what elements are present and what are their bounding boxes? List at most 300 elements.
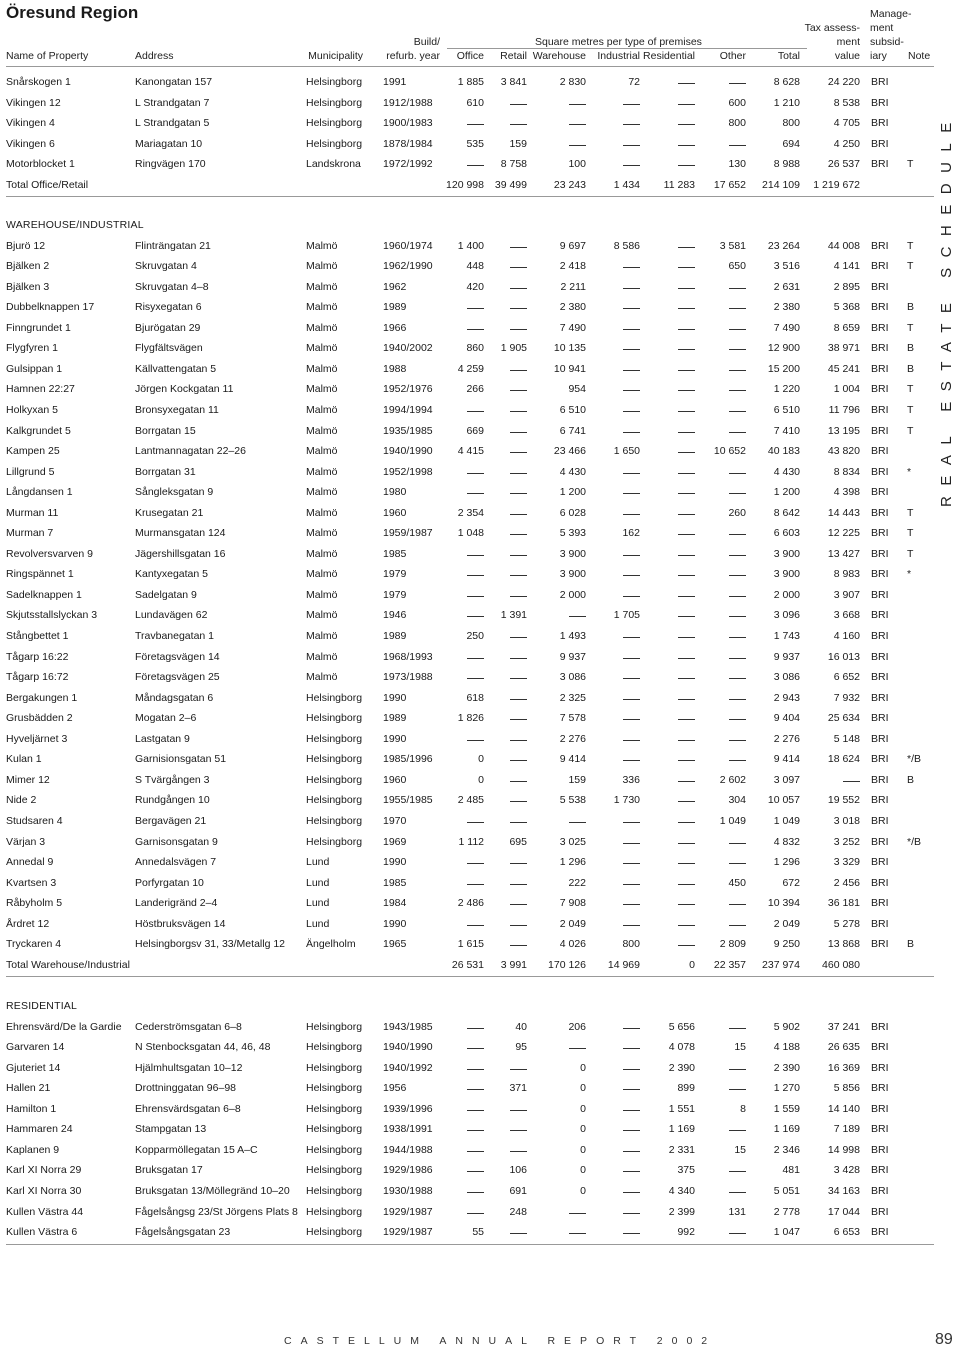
cell-residential: 2 390	[668, 1061, 695, 1074]
cell-total: 9 414	[773, 753, 800, 766]
cell-retail: 691	[509, 1184, 527, 1197]
cell-subsidiary: BRI	[871, 1061, 889, 1074]
cell-address: Mogatan 2–6	[135, 712, 197, 725]
empty-dash	[729, 329, 746, 330]
cell-warehouse: 2 211	[560, 280, 586, 293]
cell-subsidiary: BRI	[871, 671, 889, 684]
cell-tax-value: 5 856	[833, 1082, 860, 1095]
cell-name: Stångbettet 1	[6, 630, 69, 642]
cell-office: 618	[466, 691, 484, 704]
cell-name: Revolversvarven 9	[6, 547, 93, 560]
cell-year: 1900/1983	[383, 117, 433, 130]
empty-dash	[467, 411, 484, 412]
cell-total: 2 049	[773, 917, 800, 930]
cell-year: 1943/1985	[383, 1020, 433, 1033]
cell-address: Ringvägen 170	[135, 158, 206, 171]
cell-retail: 39 499	[494, 178, 527, 191]
col-header-residential: Residential	[643, 50, 695, 62]
empty-dash	[623, 124, 640, 125]
empty-dash	[623, 493, 640, 494]
cell-tax-value: 34 163	[827, 1184, 860, 1197]
empty-dash	[729, 575, 746, 576]
cell-name: Total Warehouse/Industrial	[6, 958, 130, 971]
cell-name: Kulan 1	[6, 753, 42, 766]
cell-tax-value: 44 008	[827, 239, 860, 252]
empty-dash	[569, 822, 586, 823]
empty-dash	[623, 308, 640, 309]
cell-municipality: Malmö	[306, 342, 338, 355]
cell-name: Bjälken 2	[6, 260, 50, 273]
empty-dash	[467, 493, 484, 494]
cell-warehouse: 6 510	[559, 403, 586, 416]
cell-address: Bjurögatan 29	[135, 321, 201, 334]
cell-industrial: 14 969	[607, 958, 640, 971]
cell-municipality: Malmö	[306, 527, 338, 540]
empty-dash	[623, 349, 640, 350]
cell-industrial: 1 730	[613, 794, 640, 807]
cell-tax-value: 24 220	[827, 76, 860, 88]
cell-municipality: Lund	[306, 897, 330, 910]
cell-subsidiary: BRI	[871, 814, 889, 827]
empty-dash	[623, 637, 640, 638]
empty-dash	[678, 760, 695, 761]
cell-office: 266	[466, 383, 484, 396]
cell-total: 2 631	[773, 280, 800, 293]
empty-dash	[678, 493, 695, 494]
empty-dash	[569, 145, 586, 146]
cell-subsidiary: BRI	[871, 1184, 889, 1197]
empty-dash	[623, 370, 640, 371]
cell-retail: 371	[509, 1082, 527, 1095]
cell-other: 8	[740, 1102, 746, 1115]
cell-year: 1940/1990	[383, 445, 433, 458]
cell-office: 1 615	[457, 938, 484, 951]
empty-dash	[729, 473, 746, 474]
cell-total: 2 380	[773, 301, 800, 314]
cell-total: 1 049	[773, 814, 800, 827]
cell-warehouse: 1 493	[559, 630, 586, 642]
cell-total: 1 210	[773, 96, 800, 109]
empty-dash	[678, 822, 695, 823]
cell-name: Annedal 9	[6, 856, 54, 869]
cell-total: 2 346	[773, 1143, 800, 1156]
cell-municipality: Malmö	[306, 239, 338, 252]
cell-year: 1939/1996	[383, 1102, 433, 1115]
cell-tax-value: 4 160	[833, 630, 860, 642]
cell-year: 1984	[383, 897, 407, 910]
cell-address: Garnisonsgatan 9	[135, 835, 218, 848]
cell-year: 1989	[383, 712, 407, 725]
cell-subsidiary: BRI	[871, 650, 889, 663]
cell-name: Grusbädden 2	[6, 712, 73, 725]
cell-subsidiary: BRI	[871, 630, 889, 642]
empty-dash	[678, 575, 695, 576]
cell-warehouse: 159	[568, 773, 586, 786]
empty-dash	[729, 555, 746, 556]
cell-year: 1912/1988	[383, 96, 433, 109]
cell-year: 1960	[383, 773, 407, 786]
cell-total: 1 220	[773, 383, 800, 396]
empty-dash	[678, 658, 695, 659]
cell-year: 1940/2002	[383, 342, 433, 355]
cell-subsidiary: BRI	[871, 321, 889, 334]
cell-warehouse: 3 086	[559, 671, 586, 684]
cell-total: 9 250	[773, 938, 800, 951]
cell-municipality: Malmö	[306, 403, 338, 416]
col-header-name: Name of Property	[6, 50, 89, 62]
section-title: RESIDENTIAL	[6, 1000, 78, 1012]
cell-tax-value: 5 278	[833, 917, 860, 930]
cell-other: 130	[728, 158, 746, 171]
empty-dash	[678, 678, 695, 679]
cell-subsidiary: BRI	[871, 424, 889, 437]
cell-year: 1991	[383, 76, 407, 88]
empty-dash	[623, 514, 640, 515]
cell-subsidiary: BRI	[871, 158, 889, 171]
cell-office: 2 486	[457, 897, 484, 910]
cell-year: 1973/1988	[383, 671, 433, 684]
cell-address: Måndagsgatan 6	[135, 691, 214, 704]
cell-warehouse: 5 538	[559, 794, 586, 807]
cell-total: 3 900	[773, 547, 800, 560]
empty-dash	[729, 658, 746, 659]
cell-address: Travbanegatan 1	[135, 630, 215, 642]
cell-warehouse: 4 430	[559, 465, 586, 478]
cell-address: Kantyxegatan 5	[135, 568, 208, 581]
cell-subsidiary: BRI	[871, 260, 889, 273]
cell-subsidiary: BRI	[871, 1226, 889, 1239]
cell-subsidiary: BRI	[871, 506, 889, 519]
cell-office: 1 400	[457, 239, 484, 252]
cell-year: 1956	[383, 1082, 407, 1095]
cell-note: B	[907, 938, 915, 951]
cell-address: Fågelsångsgatan 23	[135, 1226, 231, 1239]
empty-dash	[467, 925, 484, 926]
empty-dash	[510, 1233, 527, 1234]
empty-dash	[678, 308, 695, 309]
cell-total: 1 200	[773, 486, 800, 499]
cell-warehouse: 7 908	[559, 897, 586, 910]
cell-year: 1985/1996	[383, 753, 433, 766]
empty-dash	[569, 1233, 586, 1234]
empty-dash	[678, 145, 695, 146]
cell-residential: 1 169	[668, 1123, 695, 1136]
cell-municipality: Helsingborg	[306, 1082, 363, 1095]
cell-other: 10 652	[713, 445, 746, 458]
empty-dash	[623, 699, 640, 700]
empty-dash	[678, 616, 695, 617]
empty-dash	[467, 1130, 484, 1131]
cell-name: Värjan 3	[6, 835, 46, 848]
cell-office: 250	[466, 630, 484, 642]
empty-dash	[843, 781, 860, 782]
empty-dash	[623, 863, 640, 864]
cell-tax-value: 6 652	[833, 671, 860, 684]
cell-name: Garvaren 14	[6, 1041, 65, 1054]
cell-warehouse: 222	[568, 876, 586, 889]
cell-name: Kullen Västra 6	[6, 1226, 78, 1239]
cell-year: 1952/1998	[383, 465, 433, 478]
cell-total: 40 183	[767, 445, 800, 458]
cell-warehouse: 3 025	[559, 835, 586, 848]
cell-other: 450	[728, 876, 746, 889]
col-header-municipality: Municipality	[308, 50, 363, 62]
cell-address: Hjälmhultsgatan 10–12	[135, 1061, 243, 1074]
cell-total: 6 510	[773, 403, 800, 416]
empty-dash	[678, 267, 695, 268]
empty-dash	[569, 124, 586, 125]
cell-total: 7 410	[773, 424, 800, 437]
cell-total: 481	[782, 1164, 800, 1177]
cell-municipality: Malmö	[306, 280, 338, 293]
cell-total: 1 169	[773, 1123, 800, 1136]
cell-address: Garnisionsgatan 51	[135, 753, 227, 766]
header-rule	[6, 66, 934, 67]
cell-total: 1 559	[773, 1102, 800, 1115]
cell-warehouse: 2 380	[559, 301, 586, 314]
cell-tax-value: 18 624	[827, 753, 860, 766]
cell-address: Murmansgatan 124	[135, 527, 226, 540]
col-header-refurb: refurb. year	[386, 50, 440, 62]
empty-dash	[467, 575, 484, 576]
cell-subsidiary: BRI	[871, 938, 889, 951]
cell-other: 131	[728, 1205, 746, 1218]
cell-municipality: Helsingborg	[306, 773, 363, 786]
cell-address: Flinträngatan 21	[135, 239, 211, 252]
cell-total: 672	[782, 876, 800, 889]
cell-warehouse: 2 049	[559, 917, 586, 930]
empty-dash	[729, 534, 746, 535]
cell-address: Skruvgatan 4–8	[135, 280, 209, 293]
cell-address: Bronsyxegatan 11	[135, 403, 219, 416]
cell-note: B	[907, 362, 915, 375]
cell-total: 8 642	[773, 506, 800, 519]
cell-year: 1952/1976	[383, 383, 433, 396]
cell-municipality: Malmö	[306, 506, 338, 519]
cell-name: Vikingen 6	[6, 137, 55, 150]
empty-dash	[467, 308, 484, 309]
cell-tax-value: 16 013	[827, 650, 860, 663]
cell-year: 1994/1994	[383, 403, 433, 416]
empty-dash	[729, 760, 746, 761]
cell-residential: 11 283	[663, 178, 695, 191]
cell-address: Skruvgatan 4	[135, 260, 197, 273]
cell-municipality: Malmö	[306, 301, 338, 314]
cell-warehouse: 0	[580, 1143, 586, 1156]
cell-name: Kalkgrundet 5	[6, 424, 71, 437]
empty-dash	[678, 370, 695, 371]
cell-name: Kampen 25	[6, 445, 60, 458]
cell-retail: 3 841	[500, 76, 527, 88]
cell-total: 2 276	[773, 732, 800, 745]
cell-note: T	[907, 239, 914, 252]
cell-name: Hamilton 1	[6, 1102, 57, 1115]
cell-tax-value: 7 932	[833, 691, 860, 704]
cell-municipality: Malmö	[306, 588, 338, 601]
cell-tax-value: 5 368	[833, 301, 860, 314]
empty-dash	[678, 247, 695, 248]
cell-tax-value: 3 428	[833, 1164, 860, 1177]
cell-municipality: Malmö	[306, 486, 338, 499]
cell-residential: 2 331	[668, 1143, 695, 1156]
empty-dash	[678, 555, 695, 556]
cell-year: 1962	[383, 280, 407, 293]
cell-name: Kvartsen 3	[6, 876, 57, 889]
empty-dash	[623, 165, 640, 166]
cell-subsidiary: BRI	[871, 1164, 889, 1177]
cell-municipality: Helsingborg	[306, 137, 363, 150]
cell-municipality: Lund	[306, 876, 330, 889]
cell-address: Cederströmsgatan 6–8	[135, 1020, 242, 1033]
empty-dash	[678, 104, 695, 105]
col-header-industrial: Industrial	[597, 50, 640, 62]
empty-dash	[623, 884, 640, 885]
cell-total: 2 943	[773, 691, 800, 704]
cell-note: T	[907, 403, 914, 416]
col-header-sqm-group: Square metres per type of premises	[535, 36, 702, 48]
cell-municipality: Helsingborg	[306, 117, 363, 130]
empty-dash	[729, 288, 746, 289]
cell-warehouse: 1 296	[559, 856, 586, 869]
cell-retail: 248	[509, 1205, 527, 1218]
cell-municipality: Helsingborg	[306, 732, 363, 745]
cell-municipality: Helsingborg	[306, 1143, 363, 1156]
cell-total: 8 628	[773, 76, 800, 88]
cell-tax-value: 460 080	[822, 958, 860, 971]
cell-municipality: Helsingborg	[306, 76, 363, 88]
empty-dash	[729, 145, 746, 146]
cell-industrial: 1 705	[613, 609, 640, 622]
cell-year: 1988	[383, 362, 407, 375]
cell-other: 800	[728, 117, 746, 130]
cell-year: 1969	[383, 835, 407, 848]
cell-name: Skjutsstallslyckan 3	[6, 609, 98, 622]
cell-retail: 3 991	[500, 958, 527, 971]
empty-dash	[678, 349, 695, 350]
cell-tax-value: 13 195	[827, 424, 860, 437]
cell-total: 237 974	[762, 958, 800, 971]
cell-year: 1968/1993	[383, 650, 433, 663]
cell-tax-value: 3 018	[833, 814, 860, 827]
empty-dash	[729, 493, 746, 494]
col-header-note: Note	[908, 50, 931, 62]
cell-total: 8 988	[773, 158, 800, 171]
col-header-mgmt-3: subsid-	[870, 36, 904, 48]
empty-dash	[623, 760, 640, 761]
cell-warehouse: 170 126	[548, 958, 586, 971]
cell-warehouse: 954	[568, 383, 586, 396]
cell-warehouse: 1 200	[559, 486, 586, 499]
cell-subsidiary: BRI	[871, 445, 889, 458]
cell-industrial: 1 650	[613, 445, 640, 458]
cell-tax-value: 13 868	[827, 938, 860, 951]
cell-warehouse: 6 028	[559, 506, 586, 519]
cell-warehouse: 10 941	[553, 362, 586, 375]
cell-address: Fågelsångsg 23/St Jörgens Plats 8	[135, 1205, 298, 1218]
cell-retail: 695	[509, 835, 527, 848]
cell-tax-value: 36 181	[827, 897, 860, 910]
cell-tax-value: 4 141	[833, 260, 860, 273]
cell-subsidiary: BRI	[871, 1082, 889, 1095]
empty-dash	[678, 801, 695, 802]
cell-tax-value: 1 004	[833, 383, 860, 396]
empty-dash	[678, 781, 695, 782]
cell-address: Flygfältsvägen	[135, 342, 203, 355]
cell-total: 2 778	[773, 1205, 800, 1218]
cell-name: Tågarp 16:72	[6, 671, 69, 684]
cell-year: 1929/1986	[383, 1164, 433, 1177]
empty-dash	[678, 945, 695, 946]
cell-note: T	[907, 321, 914, 334]
cell-address: Bergavägen 21	[135, 814, 207, 827]
cell-subsidiary: BRI	[871, 117, 889, 130]
empty-dash	[678, 904, 695, 905]
empty-dash	[623, 575, 640, 576]
cell-total: 4 430	[773, 465, 800, 478]
cell-subsidiary: BRI	[871, 465, 889, 478]
cell-tax-value: 1 219 672	[813, 178, 860, 191]
cell-total: 3 516	[773, 260, 800, 273]
empty-dash	[729, 1171, 746, 1172]
cell-address: Kopparmöllegatan 15 A–C	[135, 1143, 258, 1156]
empty-dash	[729, 1069, 746, 1070]
empty-dash	[623, 104, 640, 105]
col-header-mgmt-4: iary	[870, 50, 887, 62]
cell-municipality: Malmö	[306, 568, 338, 581]
cell-office: 26 531	[451, 958, 484, 971]
cell-tax-value: 4 250	[833, 137, 860, 150]
cell-subsidiary: BRI	[871, 342, 889, 355]
cell-office: 448	[466, 260, 484, 273]
cell-office: 420	[466, 280, 484, 293]
cell-subsidiary: BRI	[871, 712, 889, 725]
cell-year: 1929/1987	[383, 1205, 433, 1218]
cell-name: Finngrundet 1	[6, 321, 71, 334]
cell-address: Sadelgatan 9	[135, 588, 197, 601]
cell-retail: 40	[515, 1020, 527, 1033]
cell-address: Kanongatan 157	[135, 76, 213, 88]
cell-residential: 4 078	[668, 1041, 695, 1054]
col-header-warehouse: Warehouse	[532, 50, 586, 62]
empty-dash	[678, 83, 695, 84]
cell-tax-value: 12 225	[827, 527, 860, 540]
cell-office: 4 259	[457, 362, 484, 375]
empty-dash	[729, 390, 746, 391]
cell-address: Stampgatan 13	[135, 1123, 207, 1136]
empty-dash	[729, 1089, 746, 1090]
side-label: REAL ESTATE SCHEDULE	[938, 112, 955, 508]
empty-dash	[729, 1192, 746, 1193]
cell-year: 1960/1974	[383, 239, 433, 252]
cell-other: 304	[728, 794, 746, 807]
cell-year: 1985	[383, 876, 407, 889]
cell-subsidiary: BRI	[871, 1143, 889, 1156]
empty-dash	[623, 145, 640, 146]
cell-year: 1979	[383, 588, 407, 601]
cell-name: Gjuteriet 14	[6, 1061, 61, 1074]
cell-retail: 159	[509, 137, 527, 150]
cell-municipality: Lund	[306, 917, 330, 930]
cell-year: 1959/1987	[383, 527, 433, 540]
cell-tax-value: 2 456	[833, 876, 860, 889]
region-title: Öresund Region	[6, 3, 139, 22]
col-header-other: Other	[719, 50, 746, 62]
cell-total: 10 057	[767, 794, 800, 807]
cell-office: 669	[466, 424, 484, 437]
cell-office: 1 048	[457, 527, 484, 540]
cell-office: 2 354	[457, 506, 484, 519]
cell-tax-value: 3 252	[833, 835, 860, 848]
